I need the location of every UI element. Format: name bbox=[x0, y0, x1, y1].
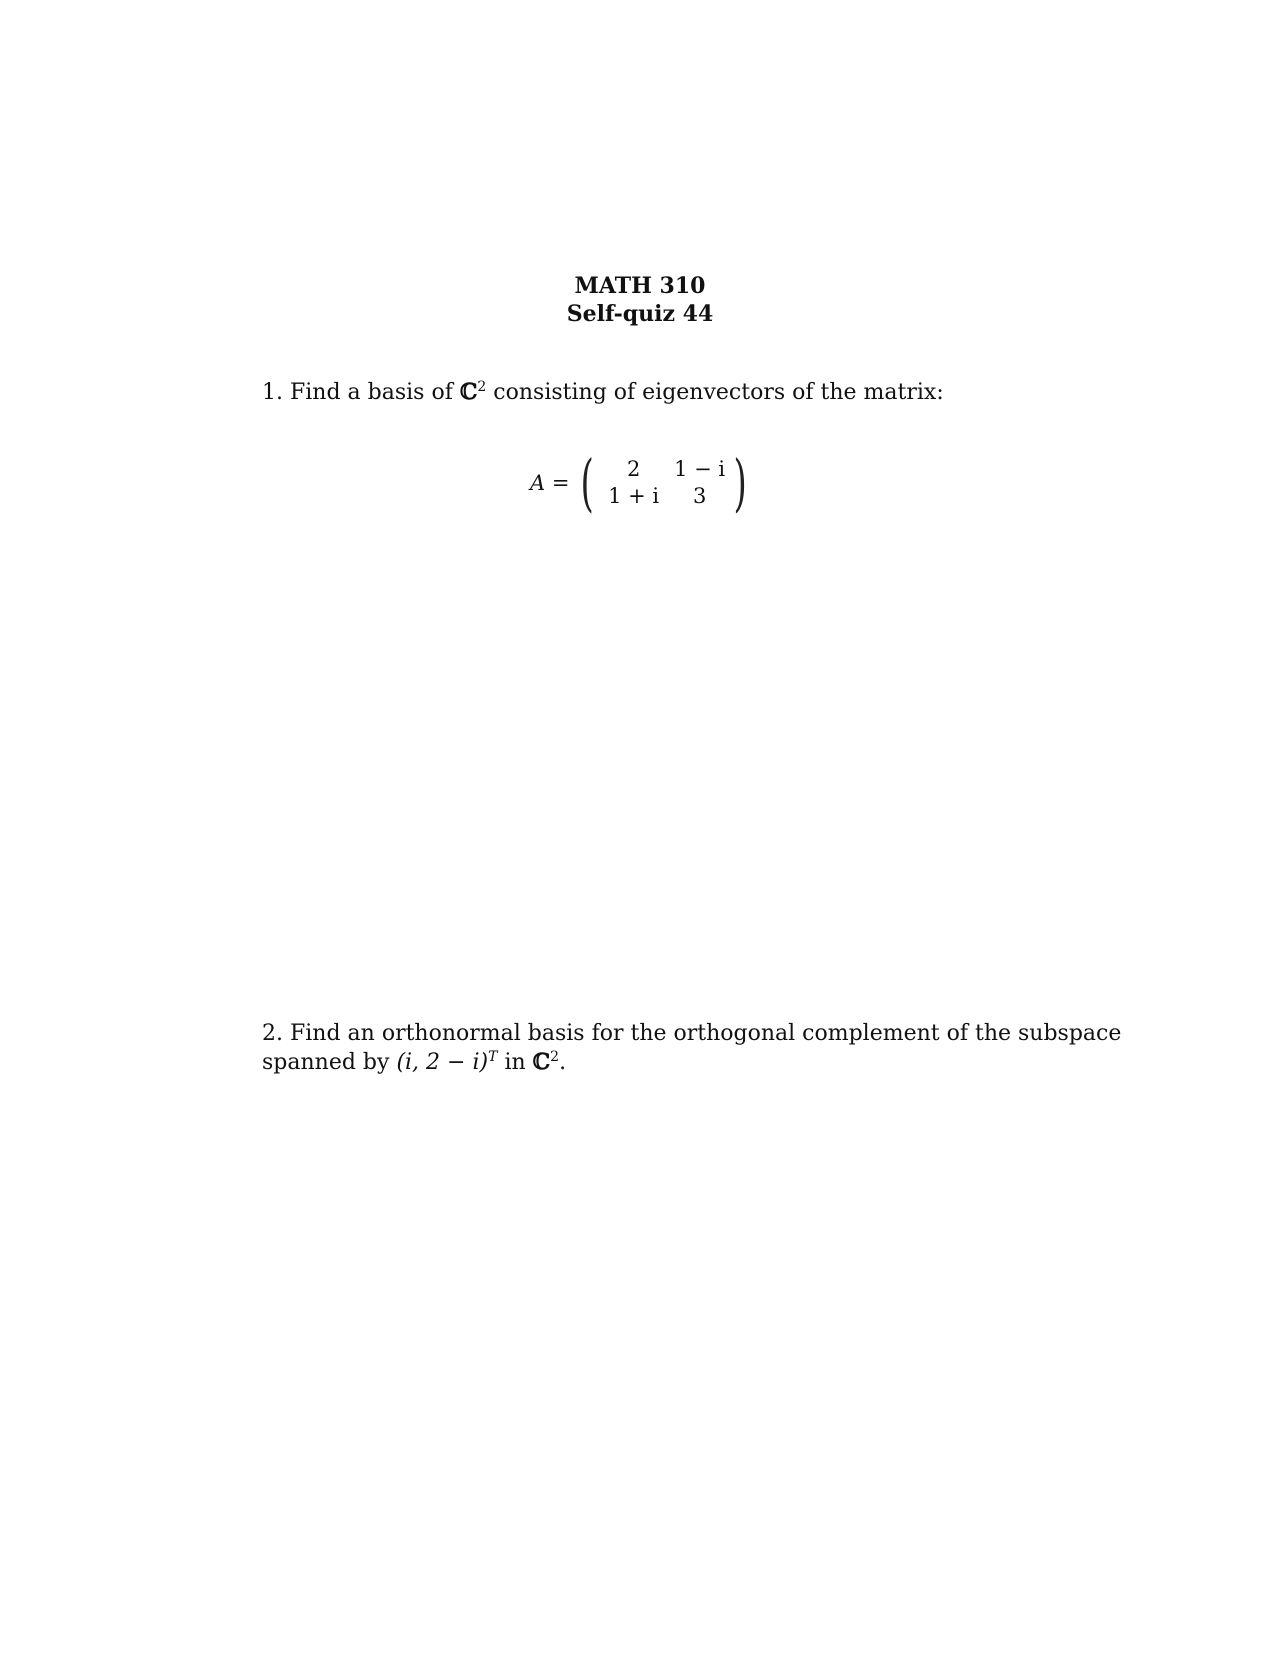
period: . bbox=[559, 1050, 567, 1075]
complex-field-symbol: ℂ bbox=[532, 1049, 551, 1075]
matrix-grid bbox=[598, 456, 730, 510]
matrix-entry-a21: 1 + i bbox=[608, 484, 660, 508]
transpose-symbol: T bbox=[488, 1049, 498, 1065]
right-paren: ) bbox=[733, 446, 747, 519]
matrix-entry-a12: 1 − i bbox=[674, 457, 726, 481]
matrix-entry-a22: 3 bbox=[692, 484, 707, 508]
question-2-text-before: spanned by bbox=[262, 1050, 390, 1075]
left-paren: ( bbox=[580, 446, 595, 519]
question-1-text-before: Find a basis of bbox=[290, 380, 453, 405]
question-1-number: 1. bbox=[262, 380, 283, 405]
question-1-text-after: consisting of eigenvectors of the matrix: bbox=[493, 380, 944, 405]
question-2-number: 2. bbox=[262, 1021, 283, 1046]
exponent: 2 bbox=[477, 379, 487, 395]
question-2-line-1 bbox=[262, 1020, 1122, 1048]
matrix-equation bbox=[530, 446, 752, 519]
vector: (i, 2 − i) bbox=[396, 1050, 489, 1075]
course-title: MATH 310 bbox=[574, 273, 706, 299]
question-1 bbox=[262, 378, 944, 407]
exponent: 2 bbox=[550, 1049, 560, 1065]
matrix-entry-a11: 2 bbox=[626, 457, 641, 481]
question-2-text-line-1: Find an orthonormal basis for the orthogonal complement of the subspace bbox=[290, 1021, 1122, 1046]
question-2-in: in bbox=[504, 1050, 526, 1075]
question-2-line-2 bbox=[262, 1048, 1022, 1077]
question-2 bbox=[262, 1020, 1122, 1077]
quiz-title: Self-quiz 44 bbox=[566, 301, 714, 327]
matrix-label: A = bbox=[530, 471, 570, 495]
complex-field-symbol: ℂ bbox=[459, 379, 478, 405]
